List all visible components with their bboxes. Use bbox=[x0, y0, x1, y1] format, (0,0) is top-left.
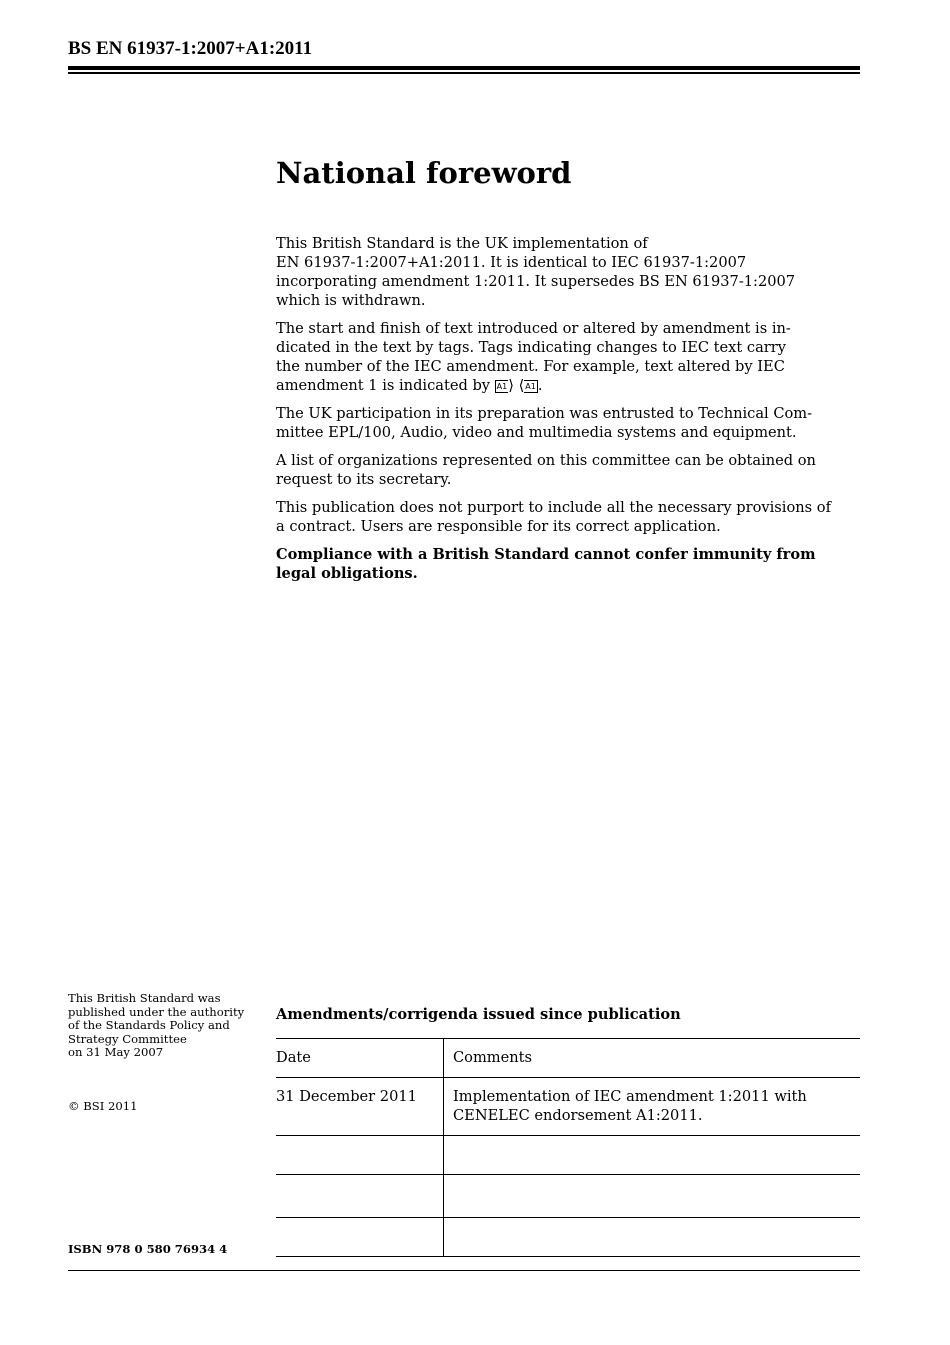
amendments-table bbox=[276, 1038, 860, 1257]
table-row bbox=[276, 1136, 860, 1175]
foreword-paragraph-amendment-tags: The start and finish of text introduced or altered by amendment is in- dicated in the text by tags. Tags indicating changes to IEC text carry the number of the IEC amendment. For example, text altered by IEC amendment 1 is indicated by A1⟩ ⟨A1 . bbox=[276, 320, 791, 394]
amendment-date bbox=[276, 1218, 444, 1257]
amendments-heading: Amendments/corrigenda issued since publication bbox=[276, 1006, 681, 1023]
column-header-comments: Comments bbox=[444, 1039, 861, 1078]
foreword-paragraph-compliance: Compliance with a British Standard cannot confer immunity from legal obligations. bbox=[276, 546, 816, 582]
copyright-notice: © BSI 2011 bbox=[68, 1099, 138, 1113]
table-row bbox=[276, 1218, 860, 1257]
amendment-tags-end: . bbox=[537, 377, 543, 394]
table-header-row bbox=[276, 1039, 860, 1078]
foreword-paragraph-committee: The UK participation in its preparation was entrusted to Technical Com- mittee EPL/100, Audio, video and multimedia systems and equipment. bbox=[276, 405, 813, 441]
document-code: BS EN 61937-1:2007+A1:2011 bbox=[68, 38, 313, 59]
amendment-comment bbox=[444, 1218, 861, 1257]
footer-rule bbox=[68, 1270, 860, 1271]
foreword-paragraph-organizations: A list of organizations represented on this committee can be obtained on request to its secretary. bbox=[276, 452, 816, 488]
amendment-tags-text: The start and finish of text introduced or altered by amendment is in- dicated in the text by tags. Tags indicating changes to IEC text carry the number of the IEC amendment. For example, text altered by IEC amendment 1 is indicated by bbox=[276, 320, 791, 394]
column-header-date: Date bbox=[276, 1039, 444, 1078]
table-row bbox=[276, 1078, 860, 1136]
amendment-date bbox=[276, 1136, 444, 1175]
publication-note: This British Standard was published under the authority of the Standards Policy and Strategy Committee on 31 May 2007 bbox=[68, 991, 245, 1060]
table-row bbox=[276, 1175, 860, 1218]
amendment-comment bbox=[444, 1175, 861, 1218]
amendment-date bbox=[276, 1175, 444, 1218]
header-rule-thick bbox=[68, 66, 860, 70]
foreword-paragraph-provisions: This publication does not purport to include all the necessary provisions of a contract. Users are responsible for its correct application. bbox=[276, 499, 831, 535]
amendment-comment: Implementation of IEC amendment 1:2011 with CENELEC endorsement A1:2011. bbox=[444, 1078, 861, 1136]
isbn-number: ISBN 978 0 580 76934 4 bbox=[68, 1242, 228, 1256]
amendment-comment bbox=[444, 1136, 861, 1175]
page-title: National foreword bbox=[276, 156, 572, 190]
amendment-start-tag-icon: A1 bbox=[496, 382, 508, 391]
header-rule-thin bbox=[68, 72, 860, 74]
foreword-body bbox=[276, 234, 848, 592]
foreword-paragraph-implementation: This British Standard is the UK implementation of EN 61937-1:2007+A1:2011. It is identical to IEC 61937-1:2007 incorporating amendment 1:2011. It supersedes BS EN 61937-1:2007 which is withdrawn. bbox=[276, 235, 796, 309]
amendment-end-tag-icon: A1 bbox=[525, 382, 536, 391]
amendment-date: 31 December 2011 bbox=[276, 1078, 444, 1136]
